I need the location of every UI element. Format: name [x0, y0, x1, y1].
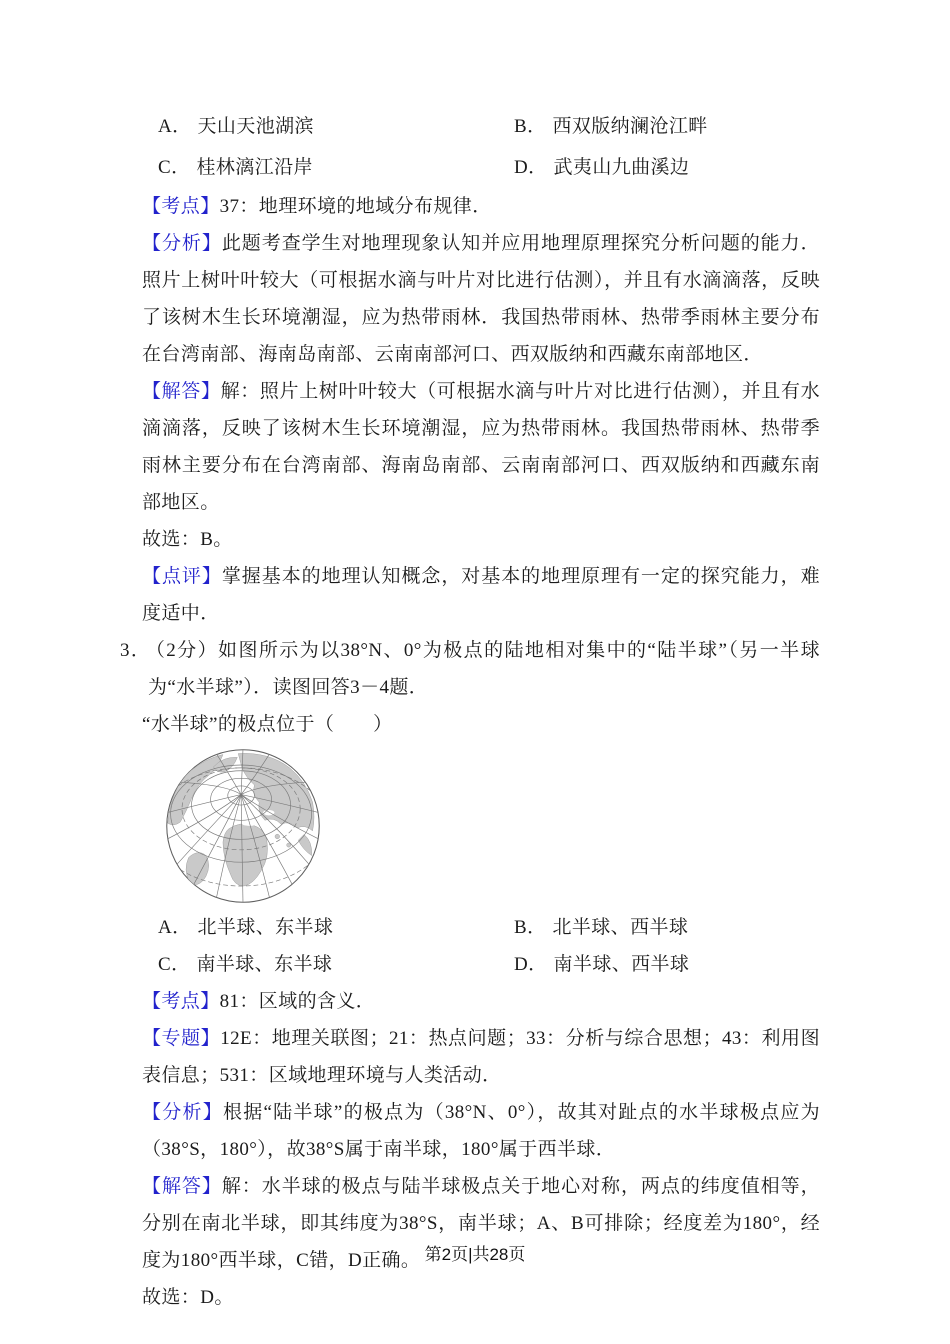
q2-exam-point — [142, 188, 820, 225]
section-label-kaodian: 【考点】 — [142, 196, 220, 217]
section-text: 81：区域的含义． — [219, 991, 376, 1012]
section-label-dianping: 【点评】 — [142, 566, 222, 587]
globe-map-icon — [162, 745, 324, 907]
option-key: D． — [514, 954, 548, 975]
option-key: A． — [158, 917, 192, 938]
option-d — [514, 147, 820, 188]
page-number-footer — [0, 1240, 950, 1265]
section-text: 解：水半球的极点与陆半球极点关于地心对称，两点的纬度值相等，分别在南北半球，即其纬度为38°S，南半球；A、B可排除；经度差为180°，经度为180°西半球，C错，D正确。 — [142, 1176, 820, 1271]
option-key: C． — [158, 157, 191, 178]
option-text: 武夷山九曲溪边 — [553, 157, 690, 178]
option-text: 桂林漓江沿岸 — [196, 157, 313, 178]
q3-topic — [142, 1020, 820, 1094]
question-3-options — [142, 909, 820, 983]
q3-analysis — [142, 1094, 820, 1168]
answer-text: 故选：B。 — [142, 529, 233, 550]
q2-comment — [142, 558, 820, 632]
option-text: 北半球、西半球 — [552, 917, 689, 938]
q3-answer — [142, 1279, 820, 1316]
section-label-fenxi: 【分析】 — [142, 1102, 223, 1123]
option-key: A． — [158, 116, 192, 137]
section-text: 解：照片上树叶叶较大（可根据水滴与叶片对比进行估测），并且有水滴滴落，反映了该树木生长环境潮湿，应为热带雨林。我国热带雨林、热带季雨林主要分布在台湾南部、海南岛南部、云南南部河口、西双版纳和西藏东南部地区。 — [142, 381, 820, 513]
section-text: 根据“陆半球”的极点为（38°N、0°），故其对趾点的水半球极点应为（38°S，180°），故38°S属于南半球，180°属于西半球． — [142, 1102, 820, 1160]
option-b — [514, 909, 820, 946]
page-number-text: 第2页|共28页 — [424, 1245, 526, 1264]
section-label-jieda: 【解答】 — [142, 1176, 222, 1197]
section-label-jieda: 【解答】 — [142, 381, 221, 402]
question-number: 3． — [120, 640, 152, 661]
option-text: 北半球、东半球 — [197, 917, 334, 938]
q2-answer — [142, 521, 820, 558]
option-text: 天山天池湖滨 — [197, 116, 314, 137]
option-key: B． — [514, 116, 547, 137]
subquestion-text: “水半球”的极点位于（ ） — [142, 714, 393, 735]
section-label-kaodian: 【考点】 — [142, 991, 220, 1012]
question-2-options — [142, 106, 820, 188]
option-text: 西双版纳澜沧江畔 — [552, 116, 708, 137]
question-3-stem — [120, 632, 820, 706]
answer-text: 故选：D。 — [142, 1287, 234, 1308]
section-text: 掌握基本的地理认知概念，对基本的地理原理有一定的探究能力，难度适中． — [142, 566, 820, 624]
section-text: 37：地理环境的地域分布规律． — [219, 196, 492, 217]
option-text: 南半球、西半球 — [553, 954, 690, 975]
question-3-subquestion — [142, 706, 820, 743]
q2-analysis — [142, 225, 820, 373]
section-label-zhuanti: 【专题】 — [142, 1028, 221, 1049]
option-c — [158, 147, 514, 188]
option-a — [158, 106, 514, 147]
option-a — [158, 909, 514, 946]
q3-exam-point — [142, 983, 820, 1020]
option-c — [158, 946, 514, 983]
option-text: 南半球、东半球 — [196, 954, 333, 975]
option-key: C． — [158, 954, 191, 975]
question-text: （2分）如图所示为以38°N、0°为极点的陆地相对集中的“陆半球”（另一半球为“水半球”）．读图回答3－4题． — [148, 640, 820, 698]
option-b — [514, 106, 820, 147]
section-text: 此题考查学生对地理现象认知并应用地理原理探究分析问题的能力．照片上树叶叶较大（可根据水滴与叶片对比进行估测），并且有水滴滴落，反映了该树木生长环境潮湿，应为热带雨林．我国热带雨林、热带季雨林主要分布在台湾南部、海南岛南部、云南南部河口、西双版纳和西藏东南部地区． — [142, 233, 820, 365]
section-text: 12E：地理关联图；21：热点问题；33：分析与综合思想；43：利用图表信息；531：区域地理环境与人类活动． — [142, 1028, 821, 1086]
section-label-fenxi: 【分析】 — [142, 233, 222, 254]
page-content — [120, 106, 821, 1316]
option-d — [514, 946, 820, 983]
option-key: B． — [514, 917, 547, 938]
q2-solution — [142, 373, 820, 521]
option-key: D． — [514, 157, 548, 178]
hemisphere-globe-figure — [162, 745, 820, 909]
